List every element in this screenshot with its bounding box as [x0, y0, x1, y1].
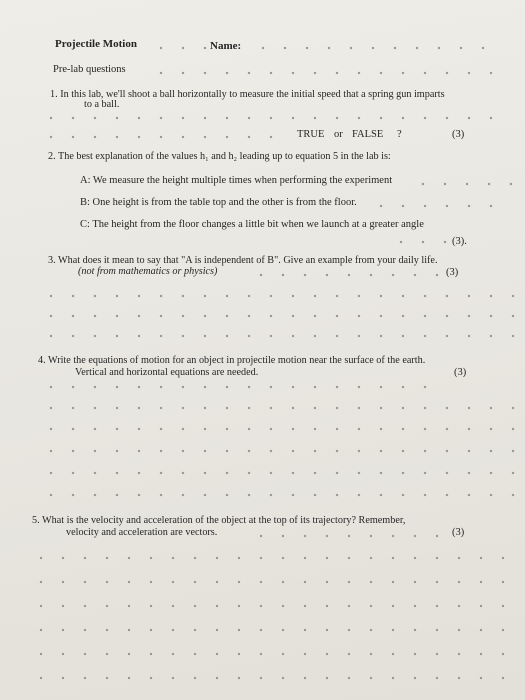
name-label: Name: — [210, 40, 242, 52]
answer-dots — [30, 576, 515, 588]
answer-dots — [30, 552, 515, 564]
answer-dots — [30, 672, 515, 684]
page-title: Projectile Motion — [55, 38, 137, 50]
q1-true-option[interactable]: TRUE — [297, 129, 325, 140]
q1-false-option[interactable]: FALSE — [352, 129, 384, 140]
answer-dots — [30, 648, 515, 660]
q3-text-line2: (not from mathematics or physics) — [78, 266, 218, 277]
q3-points: (3) — [446, 267, 459, 278]
q1-or-label: or — [334, 129, 343, 140]
dots-row — [250, 269, 440, 281]
answer-dots — [40, 290, 515, 302]
q1-question-mark: ? — [397, 129, 402, 140]
answer-dots — [40, 402, 515, 414]
q3-text-line1: 3. What does it mean to say that "A is independent of B". Give an example from your daily life. — [48, 255, 438, 266]
dots-row — [150, 67, 510, 79]
dots-row — [370, 200, 510, 212]
q1-text-line1: 1. In this lab, we'll shoot a ball horizontally to measure the initial speed that a spring gun imparts — [50, 89, 445, 100]
dots-row — [40, 112, 510, 124]
answer-dots — [30, 600, 515, 612]
answer-dots — [30, 624, 515, 636]
title-dots — [150, 42, 210, 54]
q4-points: (3) — [454, 367, 467, 378]
name-dotted-line — [252, 42, 492, 54]
dots-row — [390, 236, 450, 248]
q4-text-line1: 4. Write the equations of motion for an object in projectile motion near the surface of the earth. — [38, 355, 426, 366]
q5-points: (3) — [452, 527, 465, 538]
q2-option-c[interactable]: C: The height from the floor changes a little bit when we launch at a greater angle — [80, 219, 424, 230]
dots-row — [250, 530, 445, 542]
q5-text-line1: 5. What is the velocity and acceleration of the object at the top of its trajectory? Remember, — [32, 515, 406, 526]
q2-text: 2. The best explanation of the values h₁ and h₂ leading up to equation 5 in the lab is: — [48, 151, 391, 162]
q2-points: (3). — [452, 236, 467, 247]
dots-row — [412, 178, 512, 190]
answer-dots — [40, 330, 515, 342]
q1-text-line2: to a ball. — [84, 99, 120, 110]
q4-text-line2: Vertical and horizontal equations are needed. — [75, 367, 259, 378]
answer-dots — [40, 310, 515, 322]
answer-dots — [40, 489, 515, 501]
answer-dots — [40, 423, 515, 435]
q1-points: (3) — [452, 129, 465, 140]
q1-answer-dots — [40, 131, 290, 143]
answer-dots — [40, 467, 515, 479]
q2-option-a[interactable]: A: We measure the height multiple times when performing the experiment — [80, 175, 393, 186]
q2-option-b[interactable]: B: One height is from the table top and the other is from the floor. — [80, 197, 357, 208]
answer-dots — [40, 445, 515, 457]
q5-text-line2: velocity and acceleration are vectors. — [66, 527, 218, 538]
answer-dots — [40, 381, 440, 393]
prelab-subtitle: Pre-lab questions — [53, 64, 126, 75]
